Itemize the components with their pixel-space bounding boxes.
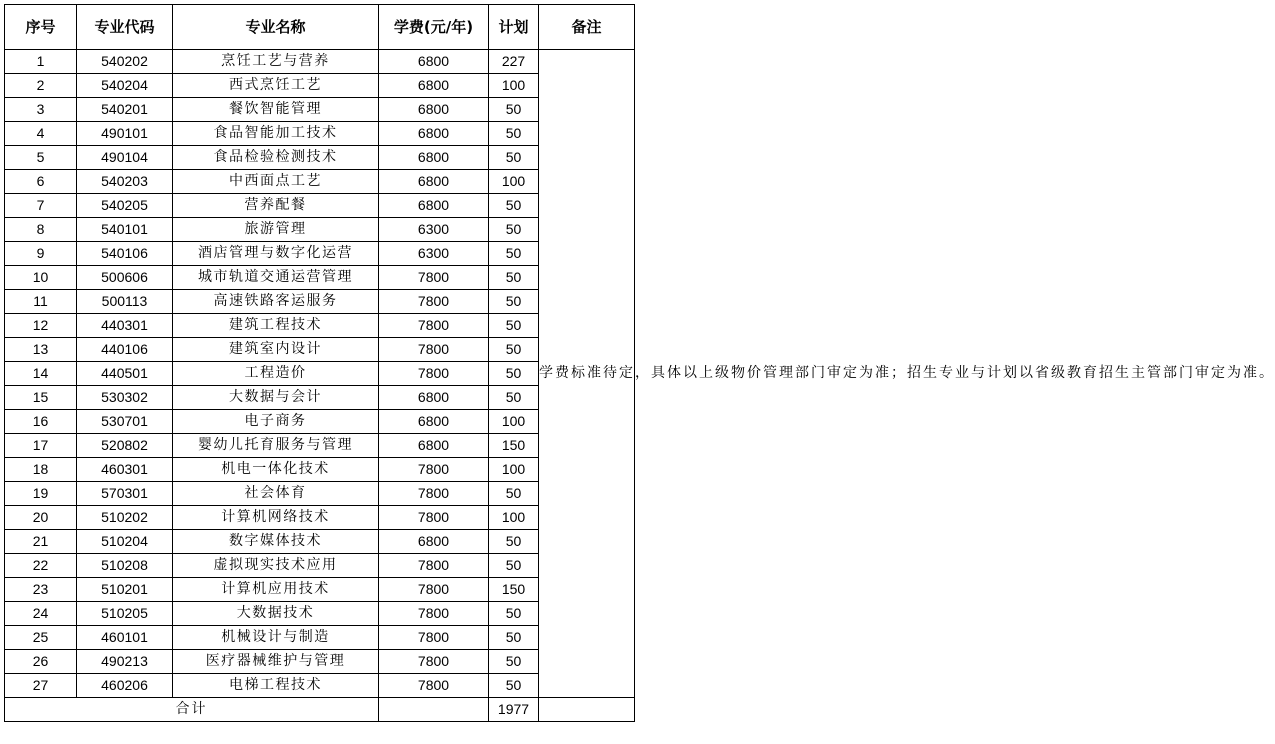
- row-plan: 150: [489, 578, 539, 602]
- row-fee: 6800: [379, 50, 489, 74]
- row-plan: 50: [489, 242, 539, 266]
- row-name: 城市轨道交通运营管理: [173, 266, 379, 290]
- row-code: 440301: [77, 314, 173, 338]
- row-plan: 100: [489, 458, 539, 482]
- row-name: 工程造价: [173, 362, 379, 386]
- row-name: 虚拟现实技术应用: [173, 554, 379, 578]
- row-name: 烹饪工艺与营养: [173, 50, 379, 74]
- header-index: 序号: [5, 5, 77, 50]
- row-index: 24: [5, 602, 77, 626]
- row-index: 13: [5, 338, 77, 362]
- row-plan: 100: [489, 506, 539, 530]
- row-index: 10: [5, 266, 77, 290]
- row-code: 540202: [77, 50, 173, 74]
- row-name: 电梯工程技术: [173, 674, 379, 698]
- row-fee: 7800: [379, 554, 489, 578]
- row-plan: 50: [489, 602, 539, 626]
- row-fee: 7800: [379, 602, 489, 626]
- row-index: 15: [5, 386, 77, 410]
- row-plan: 150: [489, 434, 539, 458]
- row-code: 540205: [77, 194, 173, 218]
- row-code: 460101: [77, 626, 173, 650]
- row-fee: 7800: [379, 290, 489, 314]
- total-row: [5, 698, 635, 722]
- row-fee: 7800: [379, 650, 489, 674]
- row-name: 大数据与会计: [173, 386, 379, 410]
- row-code: 440106: [77, 338, 173, 362]
- row-name: 中西面点工艺: [173, 170, 379, 194]
- row-index: 25: [5, 626, 77, 650]
- row-index: 3: [5, 98, 77, 122]
- row-plan: 50: [489, 314, 539, 338]
- row-plan: 50: [489, 386, 539, 410]
- row-code: 540203: [77, 170, 173, 194]
- row-code: 460301: [77, 458, 173, 482]
- row-index: 12: [5, 314, 77, 338]
- row-plan: 227: [489, 50, 539, 74]
- row-code: 570301: [77, 482, 173, 506]
- row-name: 营养配餐: [173, 194, 379, 218]
- row-name: 社会体育: [173, 482, 379, 506]
- row-plan: 100: [489, 410, 539, 434]
- row-index: 9: [5, 242, 77, 266]
- row-fee: 6800: [379, 170, 489, 194]
- row-plan: 50: [489, 530, 539, 554]
- total-fee-empty: [379, 698, 489, 722]
- row-code: 500606: [77, 266, 173, 290]
- row-index: 18: [5, 458, 77, 482]
- row-name: 酒店管理与数字化运营: [173, 242, 379, 266]
- row-name: 婴幼儿托育服务与管理: [173, 434, 379, 458]
- row-fee: 6800: [379, 530, 489, 554]
- row-index: 16: [5, 410, 77, 434]
- row-index: 6: [5, 170, 77, 194]
- row-fee: 6800: [379, 194, 489, 218]
- row-index: 17: [5, 434, 77, 458]
- row-name: 电子商务: [173, 410, 379, 434]
- row-index: 23: [5, 578, 77, 602]
- row-code: 510201: [77, 578, 173, 602]
- row-code: 510205: [77, 602, 173, 626]
- row-fee: 7800: [379, 338, 489, 362]
- row-name: 餐饮智能管理: [173, 98, 379, 122]
- row-index: 14: [5, 362, 77, 386]
- table-footer: [5, 698, 635, 722]
- row-fee: 7800: [379, 578, 489, 602]
- row-index: 1: [5, 50, 77, 74]
- row-name: 机电一体化技术: [173, 458, 379, 482]
- row-fee: 6300: [379, 218, 489, 242]
- table-row: [5, 50, 635, 74]
- row-fee: 6800: [379, 122, 489, 146]
- row-index: 26: [5, 650, 77, 674]
- row-plan: 50: [489, 674, 539, 698]
- row-plan: 100: [489, 74, 539, 98]
- row-fee: 7800: [379, 314, 489, 338]
- row-fee: 7800: [379, 482, 489, 506]
- row-index: 5: [5, 146, 77, 170]
- row-index: 8: [5, 218, 77, 242]
- row-plan: 50: [489, 554, 539, 578]
- row-plan: 50: [489, 482, 539, 506]
- row-name: 大数据技术: [173, 602, 379, 626]
- row-code: 530302: [77, 386, 173, 410]
- row-index: 20: [5, 506, 77, 530]
- row-fee: 7800: [379, 674, 489, 698]
- row-fee: 6800: [379, 386, 489, 410]
- row-index: 21: [5, 530, 77, 554]
- row-name: 高速铁路客运服务: [173, 290, 379, 314]
- row-name: 建筑工程技术: [173, 314, 379, 338]
- row-index: 11: [5, 290, 77, 314]
- row-code: 460206: [77, 674, 173, 698]
- row-name: 食品智能加工技术: [173, 122, 379, 146]
- row-fee: 7800: [379, 362, 489, 386]
- header-remark: 备注: [539, 5, 635, 50]
- total-plan: 1977: [489, 698, 539, 722]
- row-index: 22: [5, 554, 77, 578]
- header-code: 专业代码: [77, 5, 173, 50]
- row-plan: 50: [489, 290, 539, 314]
- row-plan: 50: [489, 194, 539, 218]
- row-fee: 6800: [379, 98, 489, 122]
- row-fee: 6800: [379, 74, 489, 98]
- row-plan: 50: [489, 122, 539, 146]
- row-plan: 50: [489, 98, 539, 122]
- row-fee: 6800: [379, 146, 489, 170]
- row-name: 旅游管理: [173, 218, 379, 242]
- row-index: 7: [5, 194, 77, 218]
- row-plan: 50: [489, 266, 539, 290]
- row-name: 食品检验检测技术: [173, 146, 379, 170]
- row-code: 520802: [77, 434, 173, 458]
- row-name: 计算机网络技术: [173, 506, 379, 530]
- row-plan: 50: [489, 362, 539, 386]
- row-name: 医疗器械维护与管理: [173, 650, 379, 674]
- row-fee: 6800: [379, 410, 489, 434]
- header-name: 专业名称: [173, 5, 379, 50]
- header-row: [5, 5, 635, 50]
- row-index: 2: [5, 74, 77, 98]
- row-fee: 6800: [379, 434, 489, 458]
- table-body: [5, 50, 1275, 698]
- row-index: 4: [5, 122, 77, 146]
- row-fee: 7800: [379, 506, 489, 530]
- row-fee: 7800: [379, 458, 489, 482]
- row-index: 27: [5, 674, 77, 698]
- enrollment-plan-table: [4, 4, 1275, 722]
- row-name: 计算机应用技术: [173, 578, 379, 602]
- total-remark-empty: [539, 698, 635, 722]
- table-header: [5, 5, 635, 50]
- row-plan: 50: [489, 146, 539, 170]
- total-label: 合计: [5, 698, 379, 722]
- row-plan: 100: [489, 170, 539, 194]
- row-plan: 50: [489, 338, 539, 362]
- row-fee: 6300: [379, 242, 489, 266]
- row-code: 490104: [77, 146, 173, 170]
- row-code: 540204: [77, 74, 173, 98]
- row-code: 530701: [77, 410, 173, 434]
- remark-note: 学费标准待定，具体以上级物价管理部门审定为准；招生专业与计划以省级教育招生主管部门审定为准。: [539, 50, 635, 698]
- row-code: 490213: [77, 650, 173, 674]
- row-code: 540201: [77, 98, 173, 122]
- row-plan: 50: [489, 218, 539, 242]
- row-name: 建筑室内设计: [173, 338, 379, 362]
- row-plan: 50: [489, 626, 539, 650]
- header-fee: 学费(元/年): [379, 5, 489, 50]
- row-fee: 7800: [379, 626, 489, 650]
- row-index: 19: [5, 482, 77, 506]
- row-name: 机械设计与制造: [173, 626, 379, 650]
- row-code: 510202: [77, 506, 173, 530]
- row-code: 510204: [77, 530, 173, 554]
- row-name: 数字媒体技术: [173, 530, 379, 554]
- row-plan: 50: [489, 650, 539, 674]
- row-code: 440501: [77, 362, 173, 386]
- row-code: 500113: [77, 290, 173, 314]
- row-name: 西式烹饪工艺: [173, 74, 379, 98]
- row-fee: 7800: [379, 266, 489, 290]
- header-plan: 计划: [489, 5, 539, 50]
- row-code: 540101: [77, 218, 173, 242]
- row-code: 510208: [77, 554, 173, 578]
- row-code: 490101: [77, 122, 173, 146]
- row-code: 540106: [77, 242, 173, 266]
